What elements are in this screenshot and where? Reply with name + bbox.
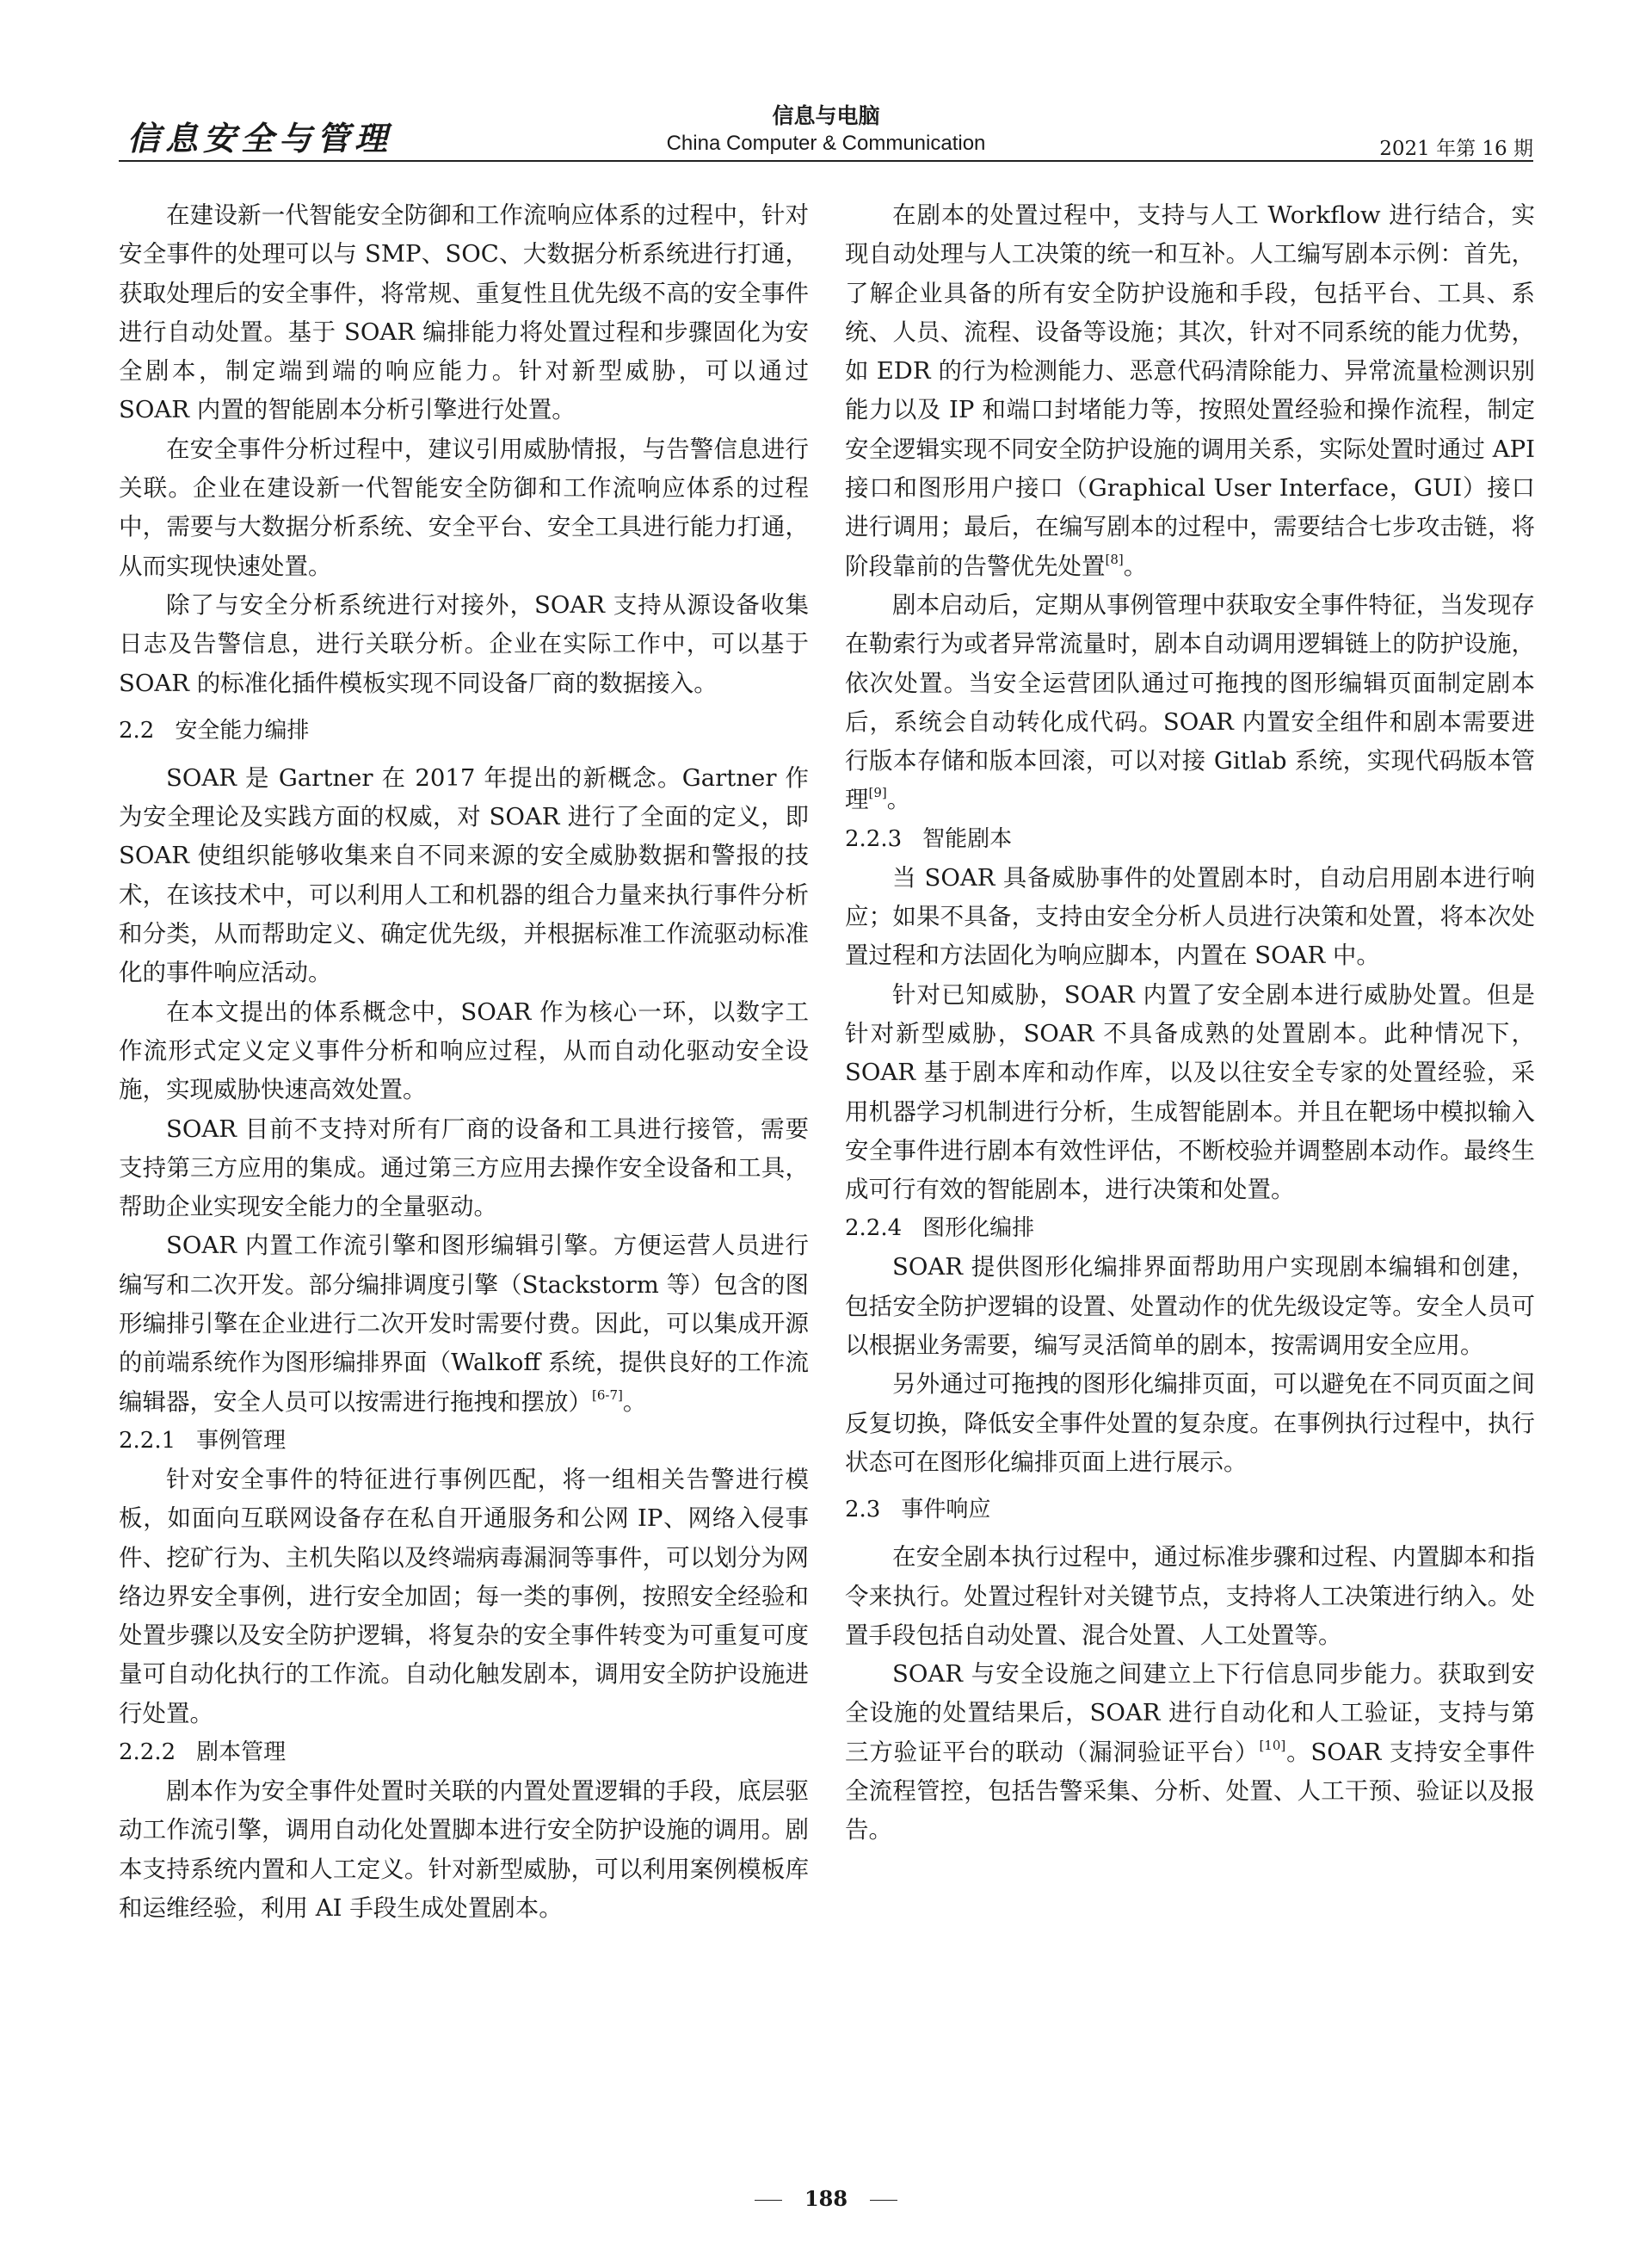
paragraph: SOAR 提供图形化编排界面帮助用户实现剧本编辑和创建，包括安全防护逻辑的设置、处置动作的优先级设定等。安全人员可以根据业务需要，编写灵活简单的剧本，按需调用安全应用。 bbox=[845, 1253, 1535, 1360]
section-heading-2-3 bbox=[845, 1482, 1535, 1538]
citation: [9] bbox=[868, 785, 887, 801]
journal-column-title: 信息安全与管理 bbox=[127, 119, 393, 157]
paragraph-text: SOAR 与安全设施之间建立上下行信息同步能力。获取到安全设施的处置结果后，SOAR 进行自动化和人工验证，支持与第三方验证平台的联动（漏洞验证平台） bbox=[845, 1660, 1535, 1766]
section-number: 2.2 bbox=[119, 717, 155, 744]
paragraph-end: 。SOAR 支持安全事件全流程管控，包括告警采集、分析、处置、人工干预、验证以及报告。 bbox=[845, 1738, 1536, 1844]
journal-name-cn: 信息与电脑 bbox=[772, 103, 880, 128]
paragraph-text: SOAR 内置工作流引擎和图形编辑引擎。方便运营人员进行编写和二次开发。部分编排调度引擎（Stackstorm 等）包含的图形编排引擎在企业进行二次开发时需要付费。因此，可以集成开源的前端系统作为图形编排界面（Walkoff 系统，提供良好的工作流编辑器，安全人员可以按需进行拖拽和摆放） bbox=[119, 1232, 809, 1416]
paragraph: 在本文提出的体系概念中，SOAR 作为核心一环，以数字工作流形式定义定义事件分析和响应过程，从而自动化驱动安全设施，实现威胁快速高效处置。 bbox=[119, 997, 809, 1104]
paragraph-text: 剧本启动后，定期从事例管理中获取安全事件特征，当发现存在勒索行为或者异常流量时，剧本自动调用逻辑链上的防护设施，依次处置。当安全运营团队通过可拖拽的图形编辑页面制定剧本后，系统会自动转化成代码。SOAR 内置安全组件和剧本需要进行版本存储和版本回滚，可以对接 Gitlab 系统，实现代码版本管理 bbox=[845, 590, 1535, 814]
header-rule bbox=[119, 160, 1533, 162]
section-number: 2.2.1 bbox=[119, 1427, 176, 1454]
page-footer bbox=[0, 2186, 1652, 2211]
paragraph bbox=[845, 1655, 1535, 1850]
citation: [6-7] bbox=[592, 1387, 623, 1403]
footer-dash-right bbox=[870, 2200, 897, 2201]
paragraph-end: 。 bbox=[886, 786, 911, 814]
section-number: 2.3 bbox=[845, 1497, 881, 1523]
section-heading-2-2-3 bbox=[845, 820, 1535, 859]
paragraph: SOAR 目前不支持对所有厂商的设备和工具进行接管，需要支持第三方应用的集成。通过第三方应用去操作安全设备和工具，帮助企业实现安全能力的全量驱动。 bbox=[119, 1115, 809, 1221]
paragraph: 除了与安全分析系统进行对接外，SOAR 支持从源设备收集日志及告警信息，进行关联分析。企业在实际工作中，可以基于 SOAR 的标准化插件模板实现不同设备厂商的数据接入。 bbox=[119, 590, 809, 697]
section-title: 智能剧本 bbox=[922, 825, 1013, 852]
paragraph-end: 。 bbox=[1123, 552, 1148, 580]
section-title: 安全能力编排 bbox=[175, 717, 310, 744]
paragraph-end: 。 bbox=[622, 1387, 647, 1416]
section-heading-2-2-4 bbox=[845, 1209, 1535, 1248]
section-heading-2-2 bbox=[119, 703, 809, 759]
paragraph bbox=[845, 586, 1535, 820]
paragraph: 针对已知威胁，SOAR 内置了安全剧本进行威胁处置。但是针对新型威胁，SOAR 不具备成熟的处置剧本。此种情况下，SOAR 基于剧本库和动作库，以及以往安全专家的处置经验，采用机器学习机制进行分析，生成智能剧本。并且在靶场中模拟输入安全事件进行剧本有效性评估，不断校验并调整剧本动作。最终生成可行有效的智能剧本，进行决策和处置。 bbox=[845, 980, 1535, 1204]
left-column bbox=[119, 196, 809, 1928]
paragraph: 针对安全事件的特征进行事例匹配，将一组相关告警进行模板，如面向互联网设备存在私自开通服务和公网 IP、网络入侵事件、挖矿行为、主机失陷以及终端病毒漏洞等事件，可以划分为网络边界安全事例，进行安全加固；每一类的事例，按照安全经验和处置步骤以及安全防护逻辑，将复杂的安全事件转变为可重复可度量可自动化执行的工作流。自动化触发剧本，调用安全防护设施进行处置。 bbox=[119, 1465, 809, 1727]
right-column bbox=[845, 196, 1535, 1850]
footer-dash-left bbox=[755, 2200, 782, 2201]
section-number: 2.2.4 bbox=[845, 1215, 903, 1242]
paragraph: SOAR 是 Gartner 在 2017 年提出的新概念。Gartner 作为安全理论及实践方面的权威，对 SOAR 进行了全面的定义，即 SOAR 使组织能够收集来自不同来源的安全威胁数据和警报的技术，在该技术中，可以利用人工和机器的组合力量来执行事件分析和分类，从而帮助定义、确定优先级，并根据标准工作流驱动标准化的事件响应活动。 bbox=[119, 763, 809, 987]
paragraph: 在安全剧本执行过程中，通过标准步骤和过程、内置脚本和指令来执行。处置过程针对关键节点，支持将人工决策进行纳入。处置手段包括自动处置、混合处置、人工处置等。 bbox=[845, 1543, 1535, 1649]
paragraph: 在安全事件分析过程中，建议引用威胁情报，与告警信息进行关联。企业在建设新一代智能安全防御和工作流响应体系的过程中，需要与大数据分析系统、安全平台、安全工具进行能力打通，从而实现快速处置。 bbox=[119, 435, 809, 580]
paragraph bbox=[845, 196, 1535, 586]
section-title: 事件响应 bbox=[901, 1497, 991, 1523]
section-title: 剧本管理 bbox=[196, 1739, 287, 1765]
journal-name-en: China Computer & Communication bbox=[666, 132, 986, 155]
section-heading-2-2-1 bbox=[119, 1422, 809, 1461]
section-heading-2-2-2 bbox=[119, 1733, 809, 1772]
page-header bbox=[119, 102, 1533, 164]
citation: [10] bbox=[1259, 1737, 1286, 1753]
section-title: 图形化编排 bbox=[922, 1215, 1035, 1242]
citation: [8] bbox=[1105, 551, 1124, 567]
paragraph: 剧本作为安全事件处置时关联的内置处置逻辑的手段，底层驱动工作流引擎，调用自动化处置脚本进行安全防护设施的调用。剧本支持系统内置和人工定义。针对新型威胁，可以利用案例模板库和运维经验，利用 AI 手段生成处置剧本。 bbox=[119, 1776, 809, 1922]
issue-label: 2021 年第 16 期 bbox=[1379, 138, 1533, 160]
section-title: 事例管理 bbox=[196, 1427, 287, 1454]
section-number: 2.2.3 bbox=[845, 825, 903, 852]
section-number: 2.2.2 bbox=[119, 1739, 176, 1765]
paragraph: 在建设新一代智能安全防御和工作流响应体系的过程中，针对安全事件的处理可以与 SMP、SOC、大数据分析系统进行打通，获取处理后的安全事件，将常规、重复性且优先级不高的安全事件进行自动处置。基于 SOAR 编排能力将处置过程和步骤固化为安全剧本，制定端到端的响应能力。针对新型威胁，可以通过 SOAR 内置的智能剧本分析引擎进行处置。 bbox=[119, 201, 809, 424]
journal-masthead bbox=[119, 102, 1533, 157]
paragraph: 当 SOAR 具备威胁事件的处置剧本时，自动启用剧本进行响应；如果不具备，支持由安全分析人员进行决策和处置，将本次处置过程和方法固化为响应脚本，内置在 SOAR 中。 bbox=[845, 863, 1535, 970]
paragraph-text: 在剧本的处置过程中，支持与人工 Workflow 进行结合，实现自动处理与人工决策的统一和互补。人工编写剧本示例：首先，了解企业具备的所有安全防护设施和手段，包括平台、工具、系统、人员、流程、设备等设施；其次，针对不同系统的能力优势，如 EDR 的行为检测能力、恶意代码清除能力、异常流量检测识别能力以及 IP 和端口封堵能力等，按照处置经验和操作流程，制定安全逻辑实现不同安全防护设施的调用关系，实际处置时通过 API 接口和图形用户接口（Graphical User Interface，GUI）接口进行调用；最后，在编写剧本的过程中，需要结合七步攻击链，将阶段靠前的告警优先处置 bbox=[845, 201, 1535, 580]
paragraph: 另外通过可拖拽的图形化编排页面，可以避免在不同页面之间反复切换，降低安全事件处置的复杂度。在事例执行过程中，执行状态可在图形化编排页面上进行展示。 bbox=[845, 1370, 1535, 1476]
paragraph bbox=[119, 1226, 809, 1421]
page-number: 188 bbox=[804, 2186, 848, 2211]
